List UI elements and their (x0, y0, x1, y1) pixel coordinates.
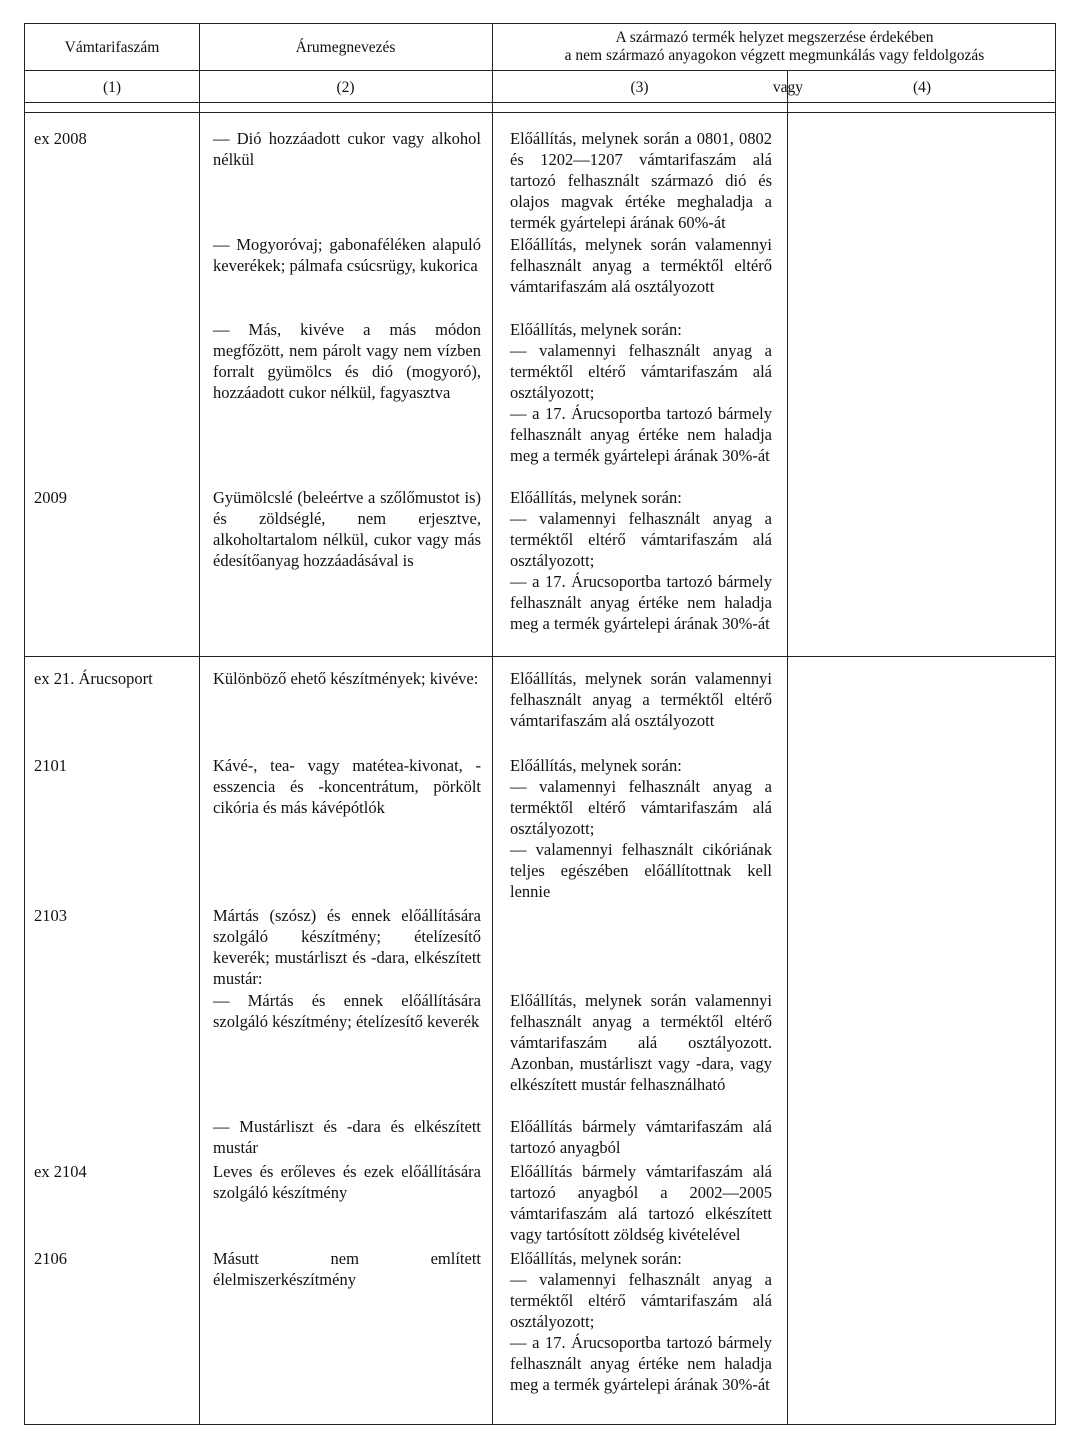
tariff-table (24, 23, 1056, 1425)
row-7-rule: Előállítás, melynek során valamennyi felhasznált anyag a terméktől eltérő vámtarifaszám alá osztályozott. Azonban, mustárliszt vagy -dara, vagy elkészített mustár felhasználható (510, 991, 772, 1094)
row-5-desc: Kávé-, tea- vagy matétea-kivonat, -esszencia és -koncentrátum, pörkölt cikória és más kávépótlók (213, 756, 481, 817)
row-9-rule: Előállítás bármely vámtarifaszám alá tartozó anyagból a 2002—2005 vámtarifaszám alá tartozó elkészített vagy tartósított zöldség kivételével (510, 1162, 772, 1244)
body-top-divider (25, 112, 1055, 113)
row-9-desc: Leves és erőleves és ezek előállítására szolgáló készítmény (213, 1162, 481, 1202)
row-0-rule: Előállítás, melynek során a 0801, 0802 és 1202—1207 vámtarifaszám alá tartozó felhasznált származó dió és olajos magvak értéke meghaladja a termék gyártelepi árának 60%-át (510, 129, 772, 232)
column-divider-1 (199, 24, 200, 1424)
number-row-divider (25, 102, 1055, 103)
header-col34 (492, 29, 1057, 65)
row-4-desc: Különböző ehető készítmények; kivéve: (213, 669, 479, 688)
header-col1: Vámtarifaszám (64, 39, 160, 56)
row-2-rule: Előállítás, melynek során: — valamennyi felhasznált anyag a terméktől eltérő vámtarifaszám alá osztályozott; — a 17. Árucsoportba tartozó bármely felhasznált anyag értéke nem haladja meg a termék gyártelepi árának 30%-át (510, 320, 772, 465)
row-3-desc: Gyümölcslé (beleértve a szőlőmustot is) és zöldséglé, nem erjesztve, alkoholtartalom nélkül, cukor vagy más édesítőanyag hozzáadásával is (213, 488, 481, 570)
row-4-code: ex 21. Árucsoport (34, 669, 153, 688)
row-3-code: 2009 (34, 488, 67, 507)
row-3-rule: Előállítás, melynek során: — valamennyi felhasznált anyag a terméktől eltérő vámtarifaszám alá osztályozott; — a 17. Árucsoportba tartozó bármely felhasznált anyag értéke nem haladja meg a termék gyártelepi árának 30%-át (510, 488, 772, 633)
header-vagy: vagy (772, 79, 804, 96)
row-4-rule: Előállítás, melynek során valamennyi felhasznált anyag a terméktől eltérő vámtarifaszám alá osztályozott (510, 669, 772, 730)
row-5-code: 2101 (34, 756, 67, 775)
section-divider (25, 656, 1055, 657)
header-num4: (4) (912, 79, 932, 96)
row-6-desc: Mártás (szósz) és ennek előállítására szolgáló készítmény; ételízesítő keverék; mustárliszt és -dara, elkészített mustár: (213, 906, 481, 988)
row-0-desc: — Dió hozzáadott cukor vagy alkohol nélkül (213, 129, 481, 169)
header-num1: (1) (102, 79, 122, 96)
row-1-rule: Előállítás, melynek során valamennyi felhasznált anyag a terméktől eltérő vámtarifaszám alá osztályozott (510, 235, 772, 296)
row-0-code: ex 2008 (34, 129, 87, 148)
row-5-rule: Előállítás, melynek során: — valamennyi felhasznált anyag a terméktől eltérő vámtarifaszám alá osztályozott; — valamennyi felhasznált cikóriának teljes egészében előállítottnak kell lennie (510, 756, 772, 901)
column-divider-3 (787, 71, 788, 1424)
header-col34-line2: a nem származó anyagokon végzett megmunkálás vagy feldolgozás (564, 47, 985, 64)
row-10-rule: Előállítás, melynek során: — valamennyi felhasznált anyag a terméktől eltérő vámtarifaszám alá osztályozott; — a 17. Árucsoportba tartozó bármely felhasznált anyag értéke nem haladja meg a termék gyártelepi árának 30%-át (510, 1249, 772, 1394)
row-2-desc: — Más, kivéve a más módon megfőzött, nem párolt vagy nem vízben forralt gyümölcs és dió (mogyoró), hozzáadott cukor nélkül, fagyasztva (213, 320, 481, 402)
header-divider (25, 70, 1055, 71)
row-1-desc: — Mogyoróvaj; gabonaféléken alapuló keverékek; pálmafa csúcsrügy, kukorica (213, 235, 481, 275)
column-divider-2 (492, 24, 493, 1424)
row-8-rule: Előállítás bármely vámtarifaszám alá tartozó anyagból (510, 1117, 772, 1157)
header-num3: (3) (630, 79, 649, 96)
row-10-code: 2106 (34, 1249, 67, 1268)
header-col34-line1: A származó termék helyzet megszerzése érdekében (615, 29, 934, 46)
row-10-desc: Másutt nem említett élelmiszerkészítmény (213, 1249, 481, 1289)
row-8-desc: — Mustárliszt és -dara és elkészített mustár (213, 1117, 481, 1157)
row-7-desc: — Mártás és ennek előállítására szolgáló készítmény; ételízesítő keverék (213, 991, 481, 1031)
row-9-code: ex 2104 (34, 1162, 87, 1181)
header-col2: Árumegnevezés (295, 39, 396, 56)
header-num2: (2) (336, 79, 355, 96)
row-6-code: 2103 (34, 906, 67, 925)
